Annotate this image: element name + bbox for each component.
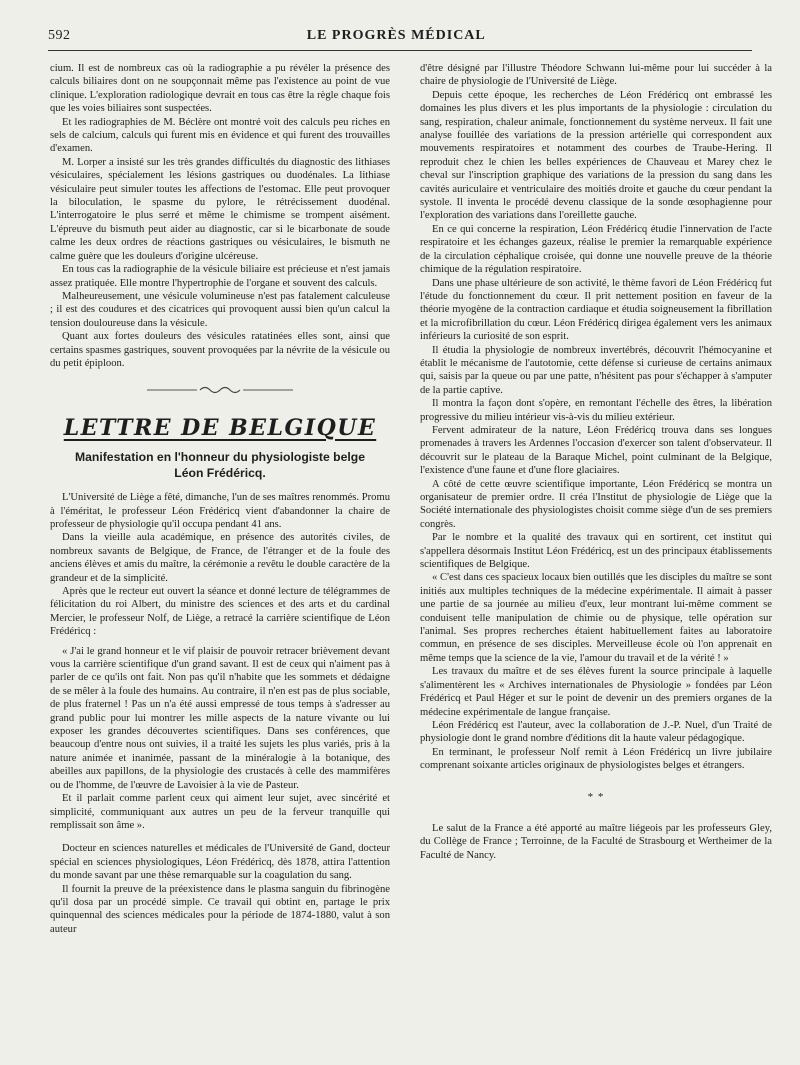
asterism-separator: * * [587,790,605,803]
paragraph: En tous cas la radiographie de la vésicule biliaire est précieuse et n'est jamais assez pratiquée. Elle montre l'hypertrophie de l'organe et souvent des calculs. [50,264,390,289]
paragraph: En ce qui concerne la respiration, Léon Frédéricq étudie l'innervation de l'acte respiratoire et les échanges gazeux, réalise le premier la remarquable expérience de la circulation céphalique croisée, qui donne une nouvelle preuve de la théorie chimique de la régulation respiratoire. [420,223,772,276]
paragraph: Fervent admirateur de la nature, Léon Frédéricq trouva dans ses longues promenades à travers les Ardennes l'occasion d'exercer son talent d'observateur. Il découvrit sur le plateau de la Baraque Michel, point culminant de la Belgique, l'existence d'une faune et d'une flore glaciaires. [420,424,772,477]
article-title-line: Manifestation en l'honneur du physiologiste belge [74,450,365,465]
paragraph: Il étudia la physiologie de nombreux invertébrés, découvrit l'hémocyanine et établit le mécanisme de l'autotomie, cette défense si curieuse de certains animaux qui, saisis par la queue ou par une patte, n'hésitent pas pour s'échapper à s'amputer de la partie captive. [420,344,772,396]
paragraph: d'être désigné par l'illustre Théodore Schwann lui-même pour lui succéder à la chaire de physiologie de l'Université de Liège. [420,63,772,88]
paragraph: Il montra la façon dont s'opère, en remontant l'échelle des êtres, la libération progressive du milieu intérieur vis-à-vis du milieu extérieur. [420,398,772,423]
paragraph: M. Lorper a insisté sur les très grandes difficultés du diagnostic des lithiases vésiculaires, spécialement les lésions gastriques ou duodénales. La lithiase vésiculaire peut simuler toutes les affections de l'estomac. Elle peut provoquer la biloculation, le spasme du pylore, le rétrécissement duodénal. L'interrogatoire le plus serré et même le chimisme se trompent aisément. L'épreuve du bismuth peut aider au diagnostic, car si le bicarbonate de soude calme les deux ordres de réactions gastriques ou vésiculaires, le bismuth ne calme guère que les douleurs d'origine ulcéreuse. [50,156,390,262]
article-title-line: Léon Frédéricq. [174,466,266,481]
closing-paragraph: Le salut de la France a été apporté au maître liégeois par les professeurs Gley, du Collège de France ; Terroinne, de la Faculté de Strasbourg et Wertheimer de la Faculté de Nancy. [420,822,772,861]
paragraph: Dans une phase ultérieure de son activité, le thème favori de Léon Frédéricq fut l'étude du fonctionnement du cœur. Il prit nettement position en faveur de la théorie myogène de la contraction cardiaque et étudia soigneusement la fibrillation et la microfibrillation du cœur. Léon Frédéricq dirigea également vers les animaux inférieurs la curiosité de son esprit. [420,277,772,343]
paragraph: Depuis cette époque, les recherches de Léon Frédéricq ont embrassé les domaines les plus divers et les plus importants de la physiologie : circulation du sang, respiration, chaleur animale, fonctionnement du système nerveux. Il fait une analyse fouillée des variations de la pression artérielle qui correspondent aux mouvements respiratoires et notamment des courbes de Traube-Hering. Il reproduit chez le chien les belles expériences de Chauveau et Marey chez le cheval sur l'inscription graphique des variations de la pression du sang dans les cavités auriculaire et ventriculaire des moitiés droite et gauche du cœur pendant la systole. Il inventa le procédé devenu classique de la sonde œsophagienne pour l'exploration des variations dans l'oreillette gauche. [420,89,772,222]
left-column [50,62,390,936]
header-rule [48,50,752,51]
paragraph: L'Université de Liège a fêté, dimanche, l'un de ses maîtres renommés. Promu à l'éméritat, le professeur Léon Frédéricq vient d'abandonner la chaire de professeur de physiologie qu'il occupa pendant 41 ans. [50,492,390,530]
right-column [420,62,772,862]
ornament-divider [50,384,390,397]
section-title: LETTRE DE BELGIQUE [63,414,377,441]
paragraph: Malheureusement, une vésicule volumineuse n'est pas fatalement calculeuse ; il est des coudures et des cicatrices qui provoquent aussi bien qu'un calcul la tension douloureuse dans la vésicule. [50,290,390,329]
journal-title: LE PROGRÈS MÉDICAL [306,28,486,43]
quotation-paragraph: « J'ai le grand honneur et le vif plaisir de pouvoir retracer brièvement devant vous la carrière scientifique d'un grand savant. Il est de ceux qui n'aiment pas à parler de ce qu'ils ont fait. Non pas qu'il n'habite que les sommets et dédaigne de se mêler à la foule des humains. Au contraire, il n'en est pas de plus sociable, de plus fraternel ! Pas un n'a été aussi empressé de tous temps à s'adresser au grand public pour lui montrer les mille aspects de la nature vivante ou lui exposer les grandes découvertes scientifiques. Dans ses conférences, que beaucoup d'entre nous ont suivies, il a traité les sujets les plus variés, pris à la nature animée et inanimée, passant de la minéralogie à la botanique, des abeilles aux papillons, de la physiologie des crustacés à celle des mammifères ou de l'homme, de l'œuvre de Lavoisier à la vie de Pasteur. [50,645,390,791]
paragraph: Quant aux fortes douleurs des vésicules ratatinées elles sont, ainsi que certains spasmes gastriques, souvent provoquées par la névrite de la vésicule ou du petit épiploon. [50,331,390,369]
paragraph: cium. Il est de nombreux cas où la radiographie a pu révéler la présence des calculs biliaires dont on ne soupçonnait même pas l'existence au point de vue clinique. L'exploration radiologique devrait en tous cas être la règle chaque fois que les voies biliaires sont suspectées. [50,63,390,115]
paragraph: Après que le recteur eut ouvert la séance et donné lecture de télégrammes de félicitation du roi Albert, du ministre des sciences et des arts et du cardinal Mercier, le professeur Nolf, de Liège, a retracé la carrière scientifique de Léon Frédéricq : [50,586,390,638]
paragraph: Les travaux du maître et de ses élèves furent la source principale à laquelle s'alimentèrent les « Archives internationales de Physiologie » fondées par Léon Frédéricq et Paul Héger et sur le point de devenir un des premiers organes de la médecine expérimentale de langue française. [420,666,772,718]
quotation-paragraph: Et il parlait comme parlent ceux qui aiment leur sujet, avec sincérité et simplicité, communiquant aux autres un peu de la ferveur tranquille qui remplissait son âme ». [50,793,390,831]
page-number: 592 [48,28,71,43]
page-header [48,28,752,50]
paragraph: Léon Frédéricq est l'auteur, avec la collaboration de J.-P. Nuel, d'un Traité de physiologie dont le grand nombre d'éditions dit la haute valeur pédagogique. [420,719,772,745]
ornament-divider-icon [145,385,295,395]
paragraph: Docteur en sciences naturelles et médicales de l'Université de Gand, docteur spécial en sciences physiologiques, Léon Frédéricq, dès 1878, attira l'attention du monde savant par une thèse remarquable sur la coagulation du sang. [50,843,390,882]
quotation-paragraph: « C'est dans ces spacieux locaux bien outillés que les disciples du maître se sont initiés aux multiples techniques de la médecine expérimentale. Il aimait à passer une partie de sa journée au milieu d'eux, leur montrant lui-même comment se conduisent telle manipulation de chimie ou de physique, telle opération sur l'animal. Ses propres recherches étaient habituellement faites au laboratoire commun, en présence de ses disciples. Merveilleuse école où l'on apprenait en même temps que la science de la vie, l'amour du travail et de la vérité ! » [420,572,772,664]
paragraph: Et les radiographies de M. Béclère ont montré voit des calculs peu riches en sels de calcium, calculs qui furent mis en évidence et qui furent des trouvailles d'examen. [50,116,390,155]
paragraph: A côté de cette œuvre scientifique importante, Léon Frédéricq se montra un organisateur de premier ordre. Il créa l'Institut de physiologie de Liège que la Société internationale des physiologistes choisit comme siège d'un de ses premiers congrès. [420,478,772,530]
paragraph: Dans la vieille aula académique, en présence des autorités civiles, de nombreux savants de Belgique, de France, de l'étranger et de la foule des anciens élèves et amis du maître, la cérémonie a revêtu le double caractère de la grandeur et de la simplicité. [50,532,390,584]
paragraph: Par le nombre et la qualité des travaux qui en sortirent, cet institut qui s'appellera désormais Institut Léon Frédéricq, est un des principaux établissements scientifiques de Belgique. [420,532,772,571]
paragraph: Il fournit la preuve de la préexistence dans le plasma sanguin du fibrinogène qu'il dosa par un procédé simple. Ce travail qui obtint en, partage le prix quinquennal des sciences médicales pour la période de 1874-1880, valut à son auteur [50,883,390,935]
paragraph: En terminant, le professeur Nolf remit à Léon Frédéricq un livre jubilaire comprenant soixante articles originaux de physiologistes belges et étrangers. [420,746,772,772]
article-title [50,449,390,481]
